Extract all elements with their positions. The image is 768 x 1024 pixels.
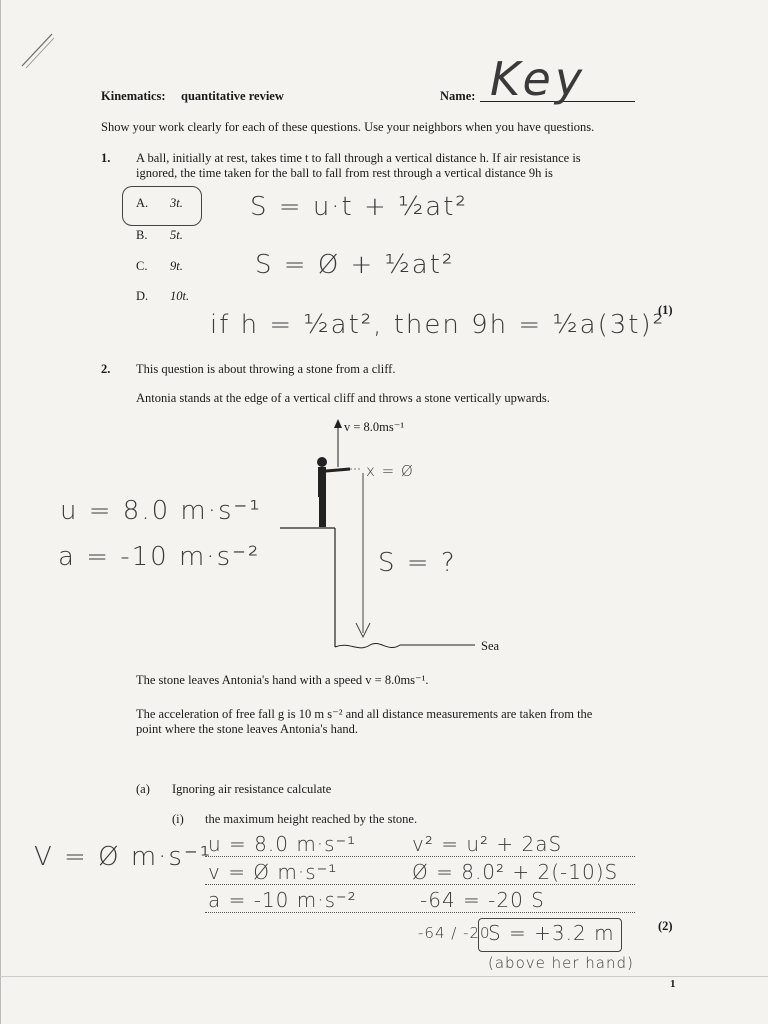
- q2-number: 2.: [101, 362, 111, 376]
- name-label: Name:: [440, 89, 476, 103]
- q1-line1: A ball, initially at rest, takes time t to fall through a vertical distance h. If air resistance is: [136, 151, 581, 165]
- q1-marks: (1): [658, 303, 673, 317]
- q1-option-letter: C.: [136, 259, 148, 273]
- final-answer-note: (above her hand): [488, 954, 634, 972]
- q1-option-letter: B.: [136, 228, 148, 242]
- work-right-line: Ø = 8.0² + 2(-10)S: [412, 860, 619, 884]
- q2ai-text: the maximum height reached by the stone.: [205, 812, 418, 826]
- page-number: 1: [670, 978, 676, 990]
- figure-x-label: x = Ø: [366, 462, 414, 480]
- figure-velocity-label: v = 8.0ms⁻¹: [344, 420, 405, 434]
- work-left-line: u = 8.0 m·s⁻¹: [208, 832, 357, 856]
- q2-accel-text-1: The acceleration of free fall g is 10 m s⁻² and all distance measurements are taken from the: [136, 707, 593, 721]
- margin-note-a: a = -10 m·s⁻²: [58, 542, 261, 572]
- final-answer: S = +3.2 m: [488, 921, 615, 945]
- answer-line: [205, 856, 635, 857]
- work-left-line: v = Ø m·s⁻¹: [208, 860, 338, 884]
- cliff-diagram: [270, 415, 510, 660]
- q2-intro: This question is about throwing a stone from a cliff.: [136, 362, 396, 376]
- q2-setup: Antonia stands at the edge of a vertical cliff and throws a stone vertically upwards.: [136, 391, 550, 405]
- q1-option-letter: A.: [136, 196, 149, 210]
- answer-line: [205, 912, 635, 913]
- q2a-label: (a): [136, 782, 150, 796]
- q1-number: 1.: [101, 151, 111, 165]
- q1-work-eq2: S = Ø + ½at²: [255, 250, 455, 280]
- q1-option-letter: D.: [136, 289, 149, 303]
- corner-pencil-mark: [18, 30, 58, 70]
- page-bottom-edge: [0, 976, 768, 977]
- margin-note-v: V = Ø m·s⁻¹: [34, 842, 213, 872]
- q2-speed-text: The stone leaves Antonia's hand with a speed v = 8.0ms⁻¹.: [136, 673, 429, 687]
- q2-accel-text-2: point where the stone leaves Antonia's hand.: [136, 722, 358, 736]
- page-left-edge: [0, 0, 1, 1024]
- q2ai-label: (i): [172, 812, 184, 826]
- q1-work-eq3: if h = ½at², then 9h = ½a(3t)²: [210, 310, 666, 340]
- work-division: -64 / -20: [418, 924, 491, 942]
- q1-option-text: 9t.: [170, 259, 183, 273]
- work-left-line: a = -10 m·s⁻²: [208, 888, 357, 912]
- worksheet-title: Kinematics:: [101, 89, 166, 103]
- q1-answer-circle: [122, 186, 202, 226]
- q1-line2: ignored, the time taken for the ball to fall from rest through a vertical distance 9h is: [136, 166, 553, 180]
- q1-option-text: 3t.: [170, 196, 183, 210]
- q1-work-eq1: S = u·t + ½at²: [250, 192, 468, 222]
- q1-option-text: 5t.: [170, 228, 183, 242]
- worksheet-subtitle: quantitative review: [181, 89, 284, 103]
- work-right-line: -64 = -20 S: [420, 888, 545, 912]
- name-handwritten: Key: [490, 52, 587, 106]
- margin-note-u: u = 8.0 m·s⁻¹: [60, 496, 262, 526]
- work-right-line: v² = u² + 2aS: [412, 832, 563, 856]
- q2a-text: Ignoring air resistance calculate: [172, 782, 332, 796]
- q1-option-text: 10t.: [170, 289, 190, 303]
- q2ai-marks: (2): [658, 919, 673, 933]
- figure-s-label: S = ?: [378, 548, 457, 578]
- instructions: Show your work clearly for each of these questions. Use your neighbors when you have questions.: [101, 120, 595, 134]
- answer-line: [205, 884, 635, 885]
- figure-sea-label: Sea: [481, 639, 500, 653]
